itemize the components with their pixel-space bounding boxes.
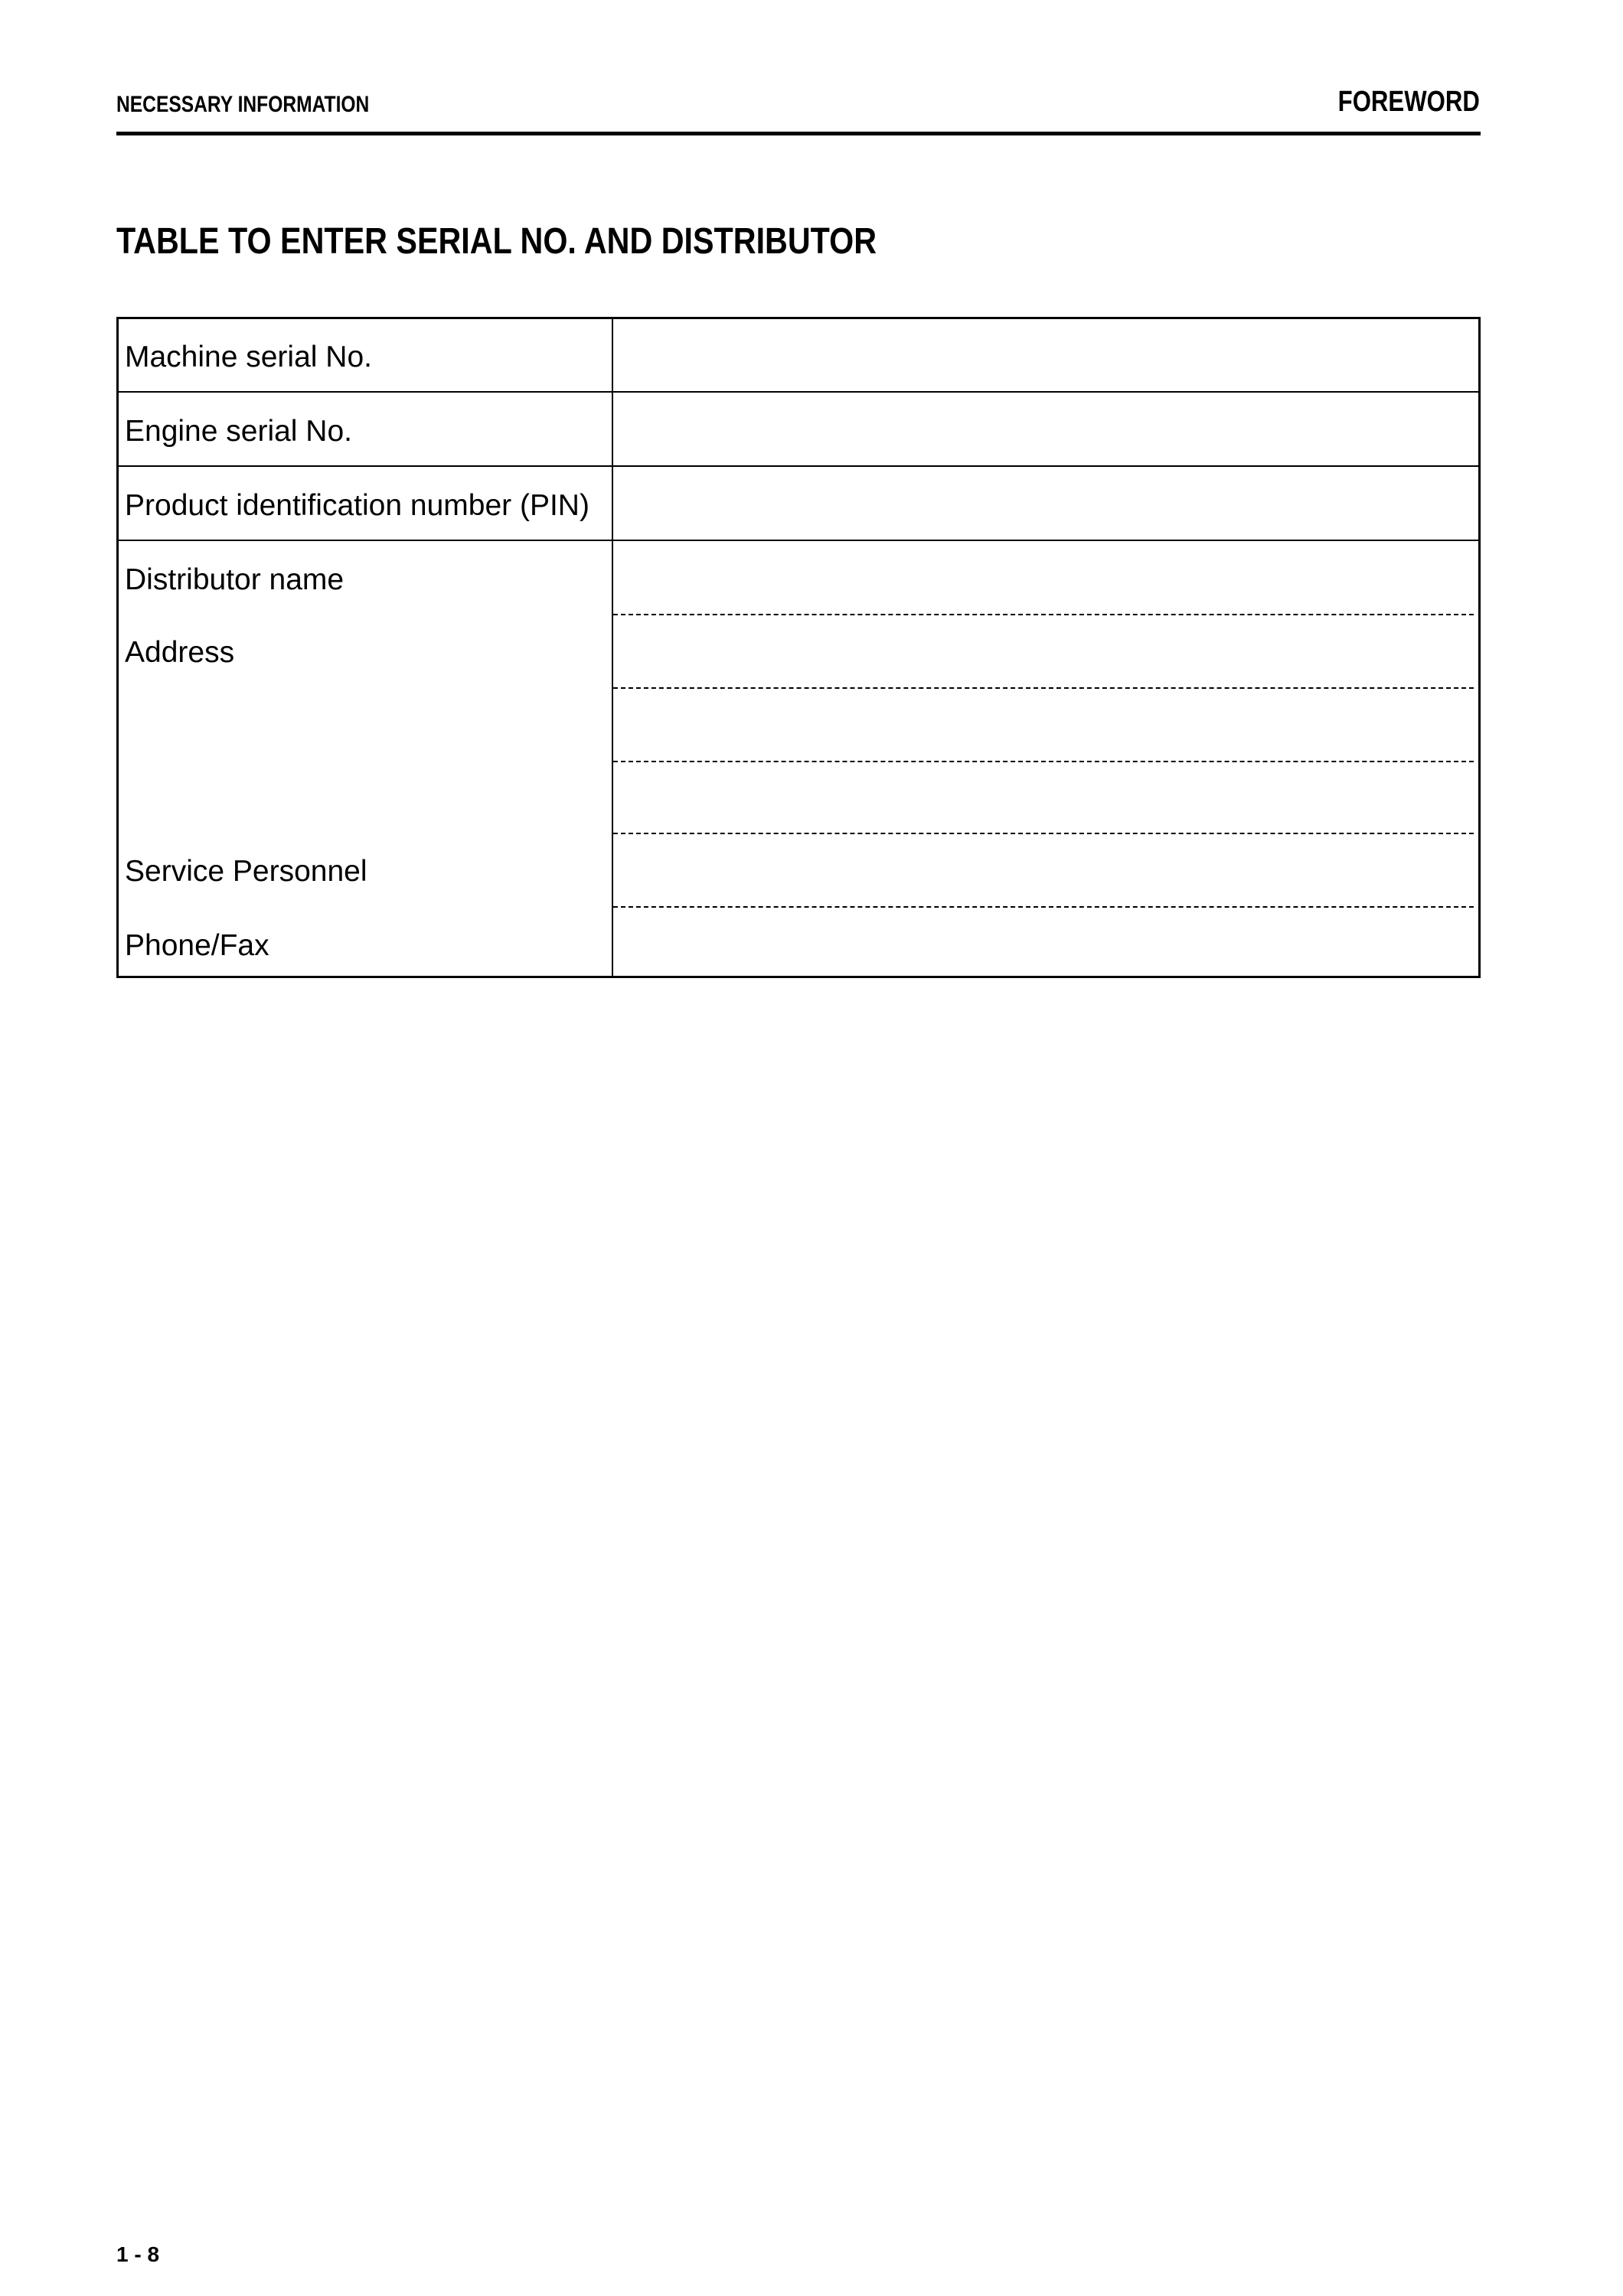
dashed-divider xyxy=(613,906,1474,908)
pin-label: Product identification number (PIN) xyxy=(125,489,589,522)
page-title: TABLE TO ENTER SERIAL NO. AND DISTRIBUTOR xyxy=(116,221,877,262)
service-personnel-label: Service Personnel xyxy=(125,855,367,888)
engine-serial-label: Engine serial No. xyxy=(125,415,352,448)
address-value[interactable] xyxy=(616,618,1472,830)
row-divider xyxy=(119,465,1478,467)
dashed-divider xyxy=(613,614,1474,615)
header-chapter-label: FOREWORD xyxy=(1337,86,1480,118)
header-divider xyxy=(116,132,1481,135)
row-divider xyxy=(119,540,1478,541)
serial-distributor-table xyxy=(116,317,1481,978)
address-label: Address xyxy=(125,636,235,669)
phone-fax-label: Phone/Fax xyxy=(125,929,269,962)
dashed-divider xyxy=(613,833,1474,834)
engine-serial-value[interactable] xyxy=(616,396,1472,461)
machine-serial-value[interactable] xyxy=(616,324,1472,388)
service-personnel-value[interactable] xyxy=(616,837,1472,902)
pin-value[interactable] xyxy=(616,470,1472,536)
column-divider xyxy=(612,319,613,976)
phone-fax-value[interactable] xyxy=(616,910,1472,974)
distributor-name-value[interactable] xyxy=(616,544,1472,610)
header-section-label: NECESSARY INFORMATION xyxy=(116,92,370,117)
distributor-name-label: Distributor name xyxy=(125,563,345,596)
page-number: 1 - 8 xyxy=(116,2242,160,2266)
row-divider xyxy=(119,391,1478,393)
machine-serial-label: Machine serial No. xyxy=(125,341,372,373)
